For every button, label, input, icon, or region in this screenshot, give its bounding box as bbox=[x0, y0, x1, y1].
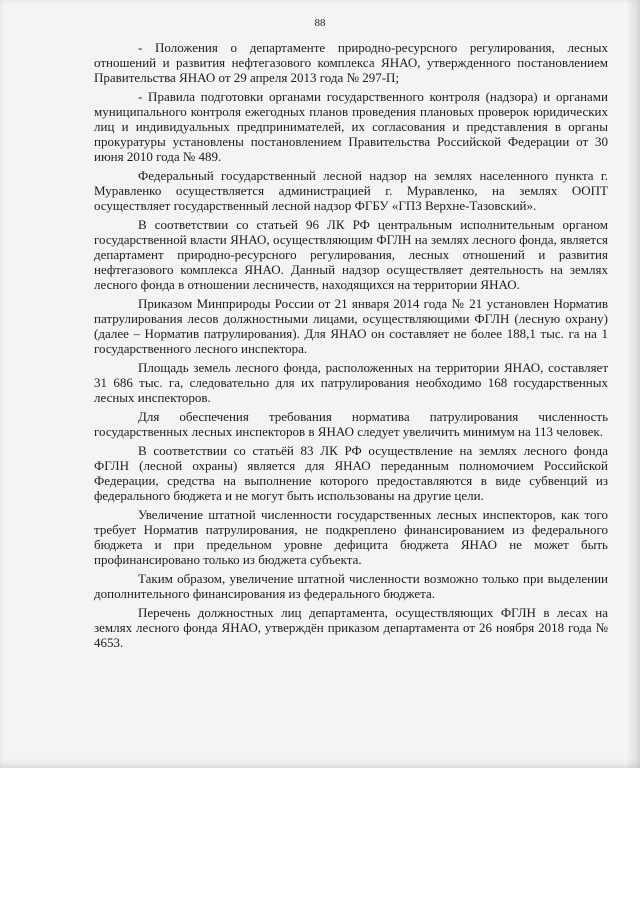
paragraph-conclusion: Таким образом, увеличение штатной численности возможно только при выделении дополнительного финансирования из федерального бюджета. bbox=[94, 571, 608, 601]
paragraph-patrol-norm: Приказом Минприроды России от 21 января 2014 года № 21 установлен Норматив патрулирования лесов должностными лицами, осуществляющими ФГЛН (лесную охрану) (далее – Норматив патрулирования). Для ЯНАО он составляет не более 188,1 тыс. га на 1 государственного лесного инспектора. bbox=[94, 296, 608, 356]
paragraph-inspection-rules: - Правила подготовки органами государственного контроля (надзора) и органами муниципального контроля ежегодных планов проведения плановых проверок юридических лиц и индивидуальных предпринимателей, их согласования и представления в органы прокуратуры установлены постановлением Правительства Российской Федерации от 30 июня 2010 года № 489. bbox=[94, 89, 608, 164]
page-number: 88 bbox=[314, 17, 326, 29]
scan-shadow-bottom bbox=[0, 758, 640, 768]
paragraph-staff-funding: Увеличение штатной численности государственных лесных инспекторов, как того требует Норматив патрулирования, не подкреплено финансированием из федерального бюджета и при предельном уровне дефицита бюджета ЯНАО не может быть профинансировано только из бюджета субъекта. bbox=[94, 507, 608, 567]
paragraph-forest-area: Площадь земель лесного фонда, расположенных на территории ЯНАО, составляет 31 686 тыс. га, следовательно для их патрулирования необходимо 168 государственных лесных инспекторов. bbox=[94, 360, 608, 405]
paragraph-article-96: В соответствии со статьей 96 ЛК РФ центральным исполнительным органом государственной власти ЯНАО, осуществляющим ФГЛН на землях лесного фонда, является департамент природно-ресурсного регулирования, лесных отношений и развития нефтегазового комплекса ЯНАО. Данный надзор осуществляет деятельность на землях лесного фонда в отношении лесничеств, находящихся на территории ЯНАО. bbox=[94, 217, 608, 292]
paragraph-regulation-department: - Положения о департаменте природно-ресурсного регулирования, лесных отношений и развития нефтегазового комплекса ЯНАО, утвержденного постановлением Правительства ЯНАО от 29 апреля 2013 года № 297-П; bbox=[94, 40, 608, 85]
paragraph-article-83: В соответствии со статьёй 83 ЛК РФ осуществление на землях лесного фонда ФГЛН (лесной охраны) является для ЯНАО переданным полномочием Российской Федерации, средства на выполнение которого предоставляются в виде субвенций из федерального бюджета и не могут быть использованы на другие цели. bbox=[94, 443, 608, 503]
scan-shadow-right bbox=[626, 0, 640, 768]
paragraph-muravlenko-supervision: Федеральный государственный лесной надзор на землях населенного пункта г. Муравленко осуществляется администрацией г. Муравленко, на землях ООПТ осуществляет государственный лесной надзор ФГБУ «ГПЗ Верхне-Тазовский». bbox=[94, 168, 608, 213]
paragraph-officials-list: Перечень должностных лиц департамента, осуществляющих ФГЛН в лесах на землях лесного фонда ЯНАО, утверждён приказом департамента от 26 ноября 2018 года № 4653. bbox=[94, 605, 608, 650]
document-body bbox=[94, 40, 608, 654]
paragraph-inspector-increase: Для обеспечения требования норматива патрулирования численность государственных лесных инспекторов в ЯНАО следует увеличить минимум на 113 человек. bbox=[94, 409, 608, 439]
